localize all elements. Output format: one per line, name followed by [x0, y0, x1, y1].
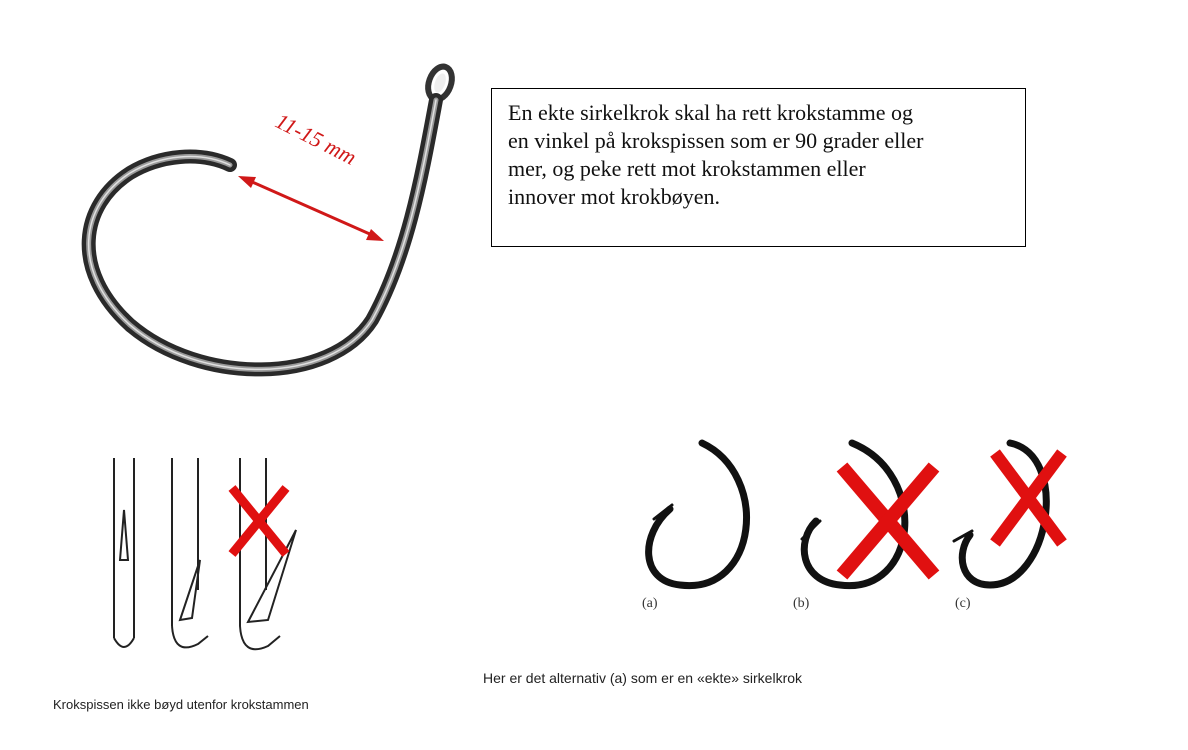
- circle-hook-photo: [60, 55, 480, 395]
- info-line: innover mot krokbøyen.: [508, 184, 721, 209]
- hook-tip-straight: [114, 458, 134, 647]
- measurement-label: 11-15 mm: [271, 108, 361, 170]
- hook-option-a: [649, 443, 747, 586]
- info-box: [491, 88, 1026, 247]
- hook-tip-diagram: [100, 450, 310, 665]
- comparison-caption: Her er det alternativ (a) som er en «ekte» sirkelkrok: [483, 670, 803, 686]
- x-mark-icon: [995, 453, 1062, 543]
- option-label-c: (c): [955, 596, 971, 611]
- tip-caption: Krokspissen ikke bøyd utenfor krokstammen: [53, 697, 309, 712]
- measure-arrow-icon: [238, 176, 384, 241]
- hook-tip-bent: [172, 458, 208, 647]
- x-mark-icon: [842, 467, 934, 575]
- info-line: en vinkel på krokspissen som er 90 grader eller: [508, 128, 924, 153]
- option-label-a: (a): [642, 596, 658, 611]
- hook-comparison-diagram: [630, 435, 1090, 600]
- info-line: En ekte sirkelkrok skal ha rett krokstamme og: [508, 100, 914, 125]
- hook-tip-wrong: [240, 458, 296, 649]
- option-label-b: (b): [793, 596, 810, 611]
- hook-barb: [150, 165, 170, 205]
- info-line: mer, og peke rett mot krokstammen eller: [508, 156, 866, 181]
- hook-body: [89, 100, 436, 369]
